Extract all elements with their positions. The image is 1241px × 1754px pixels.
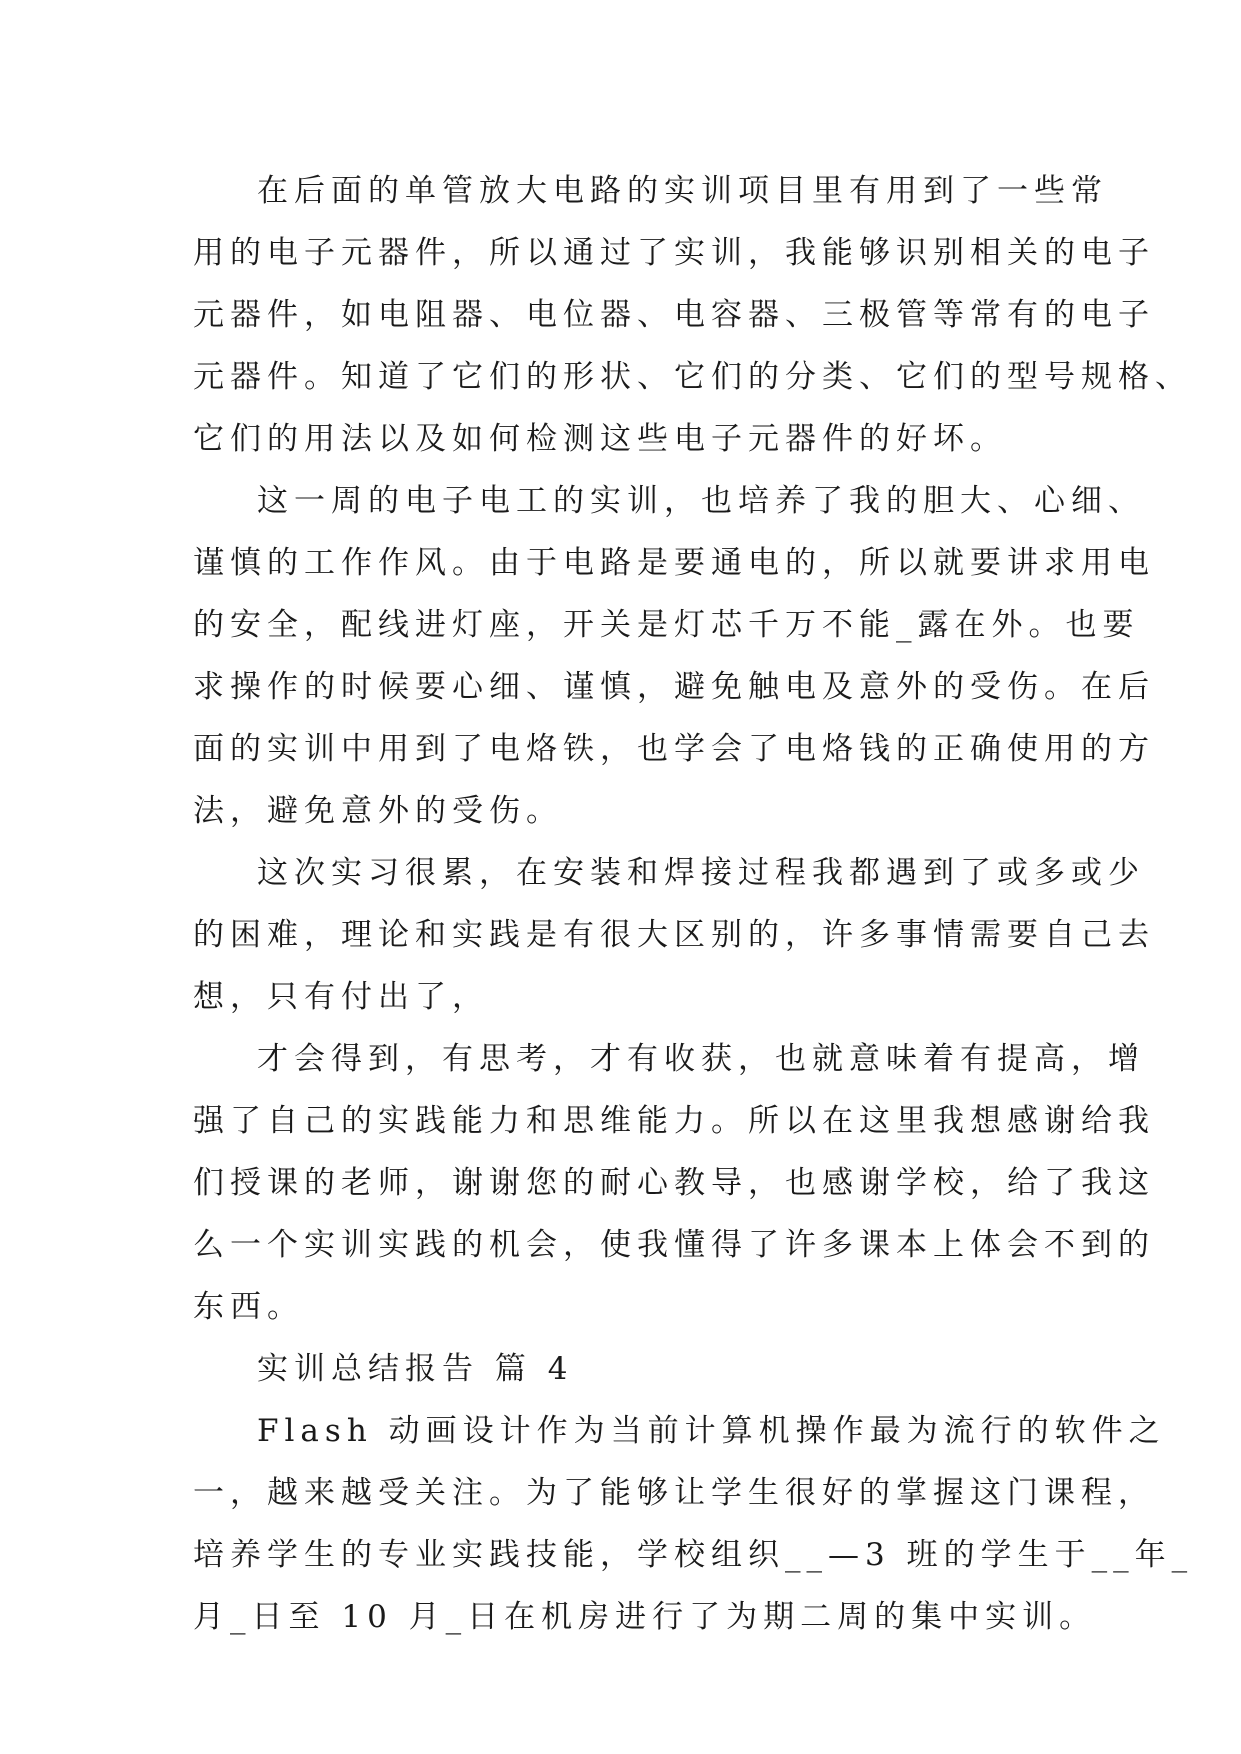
text-line: 这一周的电子电工的实训，也培养了我的胆大、心细、 xyxy=(257,483,1145,519)
text-line: 强了自己的实践能力和思维能力。所以在这里我想感谢给我 xyxy=(193,1103,1155,1139)
text-line: 元器件。知道了它们的形状、它们的分类、它们的型号规格、 xyxy=(193,359,1192,395)
text-line: 东西。 xyxy=(193,1289,304,1325)
paragraph xyxy=(193,842,1155,1028)
section-heading xyxy=(193,1338,1053,1400)
text-line: Flash 动画设计作为当前计算机操作最为流行的软件之 xyxy=(257,1413,1166,1449)
text-line: 的困难，理论和实践是有很大区别的，许多事情需要自己去 xyxy=(193,917,1155,953)
text-line: 培养学生的专业实践技能，学校组织__—3 班的学生于__年_ xyxy=(193,1537,1194,1573)
text-line: 法，避免意外的受伤。 xyxy=(193,793,563,829)
text-line: 一，越来越受关注。为了能够让学生很好的掌握这门课程， xyxy=(193,1475,1155,1511)
text-line: 面的实训中用到了电烙铁，也学会了电烙钱的正确使用的方 xyxy=(193,731,1155,767)
text-line: 月_日至 10 月_日在机房进行了为期二周的集中实训。 xyxy=(193,1599,1097,1635)
text-line: 求操作的时候要心细、谨慎，避免触电及意外的受伤。在后 xyxy=(193,669,1155,705)
text-line: 的安全，配线进灯座，开关是灯芯千万不能_露在外。也要 xyxy=(193,607,1140,643)
paragraph xyxy=(193,1400,1194,1648)
text-line: 用的电子元器件，所以通过了实训，我能够识别相关的电子 xyxy=(193,235,1155,271)
document-body xyxy=(193,160,1194,1648)
text-line: 么一个实训实践的机会，使我懂得了许多课本上体会不到的 xyxy=(193,1227,1155,1263)
heading-text: 实训总结报告 篇 4 xyxy=(257,1351,574,1387)
paragraph xyxy=(193,160,1192,470)
text-line: 这次实习很累，在安装和焊接过程我都遇到了或多或少 xyxy=(257,855,1145,891)
text-line: 想，只有付出了， xyxy=(193,979,489,1015)
paragraph xyxy=(193,470,1155,842)
text-line: 元器件，如电阻器、电位器、电容器、三极管等常有的电子 xyxy=(193,297,1155,333)
text-line: 谨慎的工作作风。由于电路是要通电的，所以就要讲求用电 xyxy=(193,545,1155,581)
text-line: 在后面的单管放大电路的实训项目里有用到了一些常 xyxy=(257,173,1108,209)
text-line: 才会得到，有思考，才有收获，也就意味着有提高，增 xyxy=(257,1041,1145,1077)
paragraph xyxy=(193,1028,1155,1338)
text-line: 们授课的老师，谢谢您的耐心教导，也感谢学校，给了我这 xyxy=(193,1165,1155,1201)
text-line: 它们的用法以及如何检测这些电子元器件的好坏。 xyxy=(193,421,1007,457)
